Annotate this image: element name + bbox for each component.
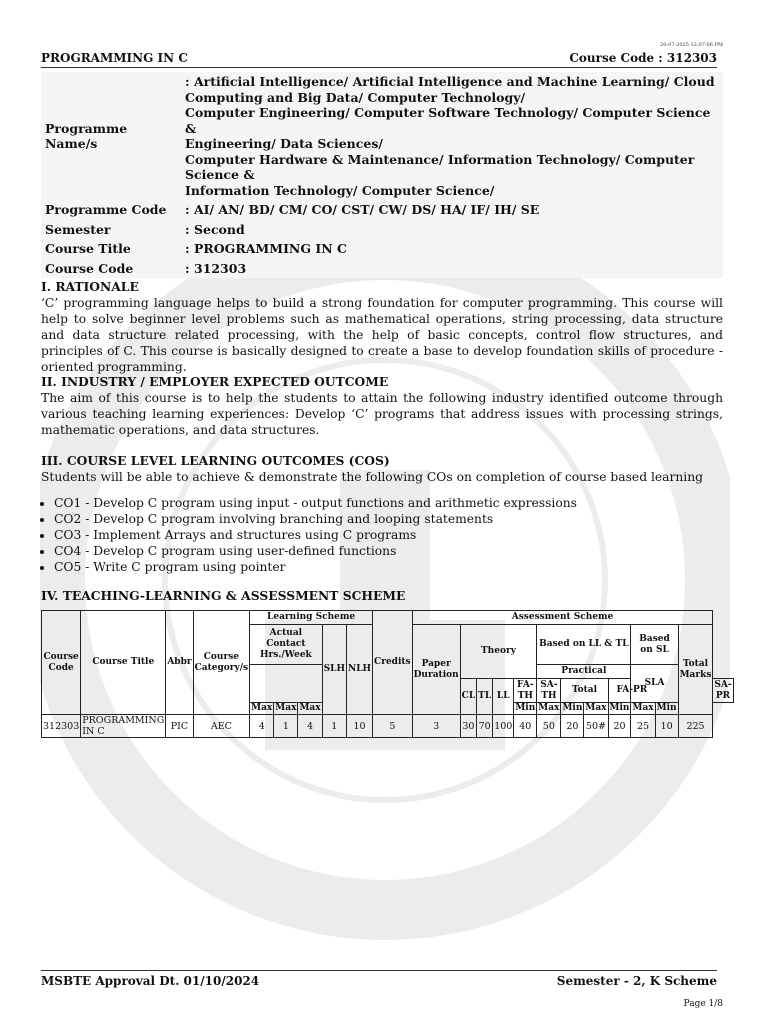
industry-section [41, 374, 723, 438]
industry-heading: II. INDUSTRY / EMPLOYER EXPECTED OUTCOME [41, 374, 389, 389]
list-item: • CO5 - Write C program using pointer [54, 559, 723, 575]
scheme-section [41, 588, 723, 604]
header-course-code: Course Code : 312303 [569, 51, 717, 65]
list-item: • CO1 - Develop C program using input - output functions and arithmetic expressions [54, 495, 723, 511]
rationale-section [41, 279, 723, 375]
programme-code-row: Programme Code : AI/ AN/ BD/ CM/ CO/ CST/ CW/ DS/ HA/ IF/ IH/ SE [45, 202, 540, 217]
course-info-block [41, 72, 723, 278]
cos-intro: Students will be able to achieve & demonstrate the following COs on completion of course based learning [41, 470, 704, 484]
programme-names-label: Programme Name/s [45, 120, 128, 151]
cos-section [41, 453, 723, 575]
page-header [41, 51, 717, 68]
scheme-table: Course Code Course Title Abbr Course Category/s Learning Scheme Credits Assessment Scheme Actual Contact Hrs./Week SLH NLH Paper Duration Theory Based on LL & TL Based on SL Total Marks Practical SLA CL TL LL FA-TH SA-TH Total FA-PR SA-PR Max Max Max Min Max Min Max Min Max Min 312303 PROGRAMMING IN C PIC AEC 4 1 4 1 10 5 3 30 70 100 40 50 20 50# 20 25 10 225 [43, 612, 732, 737]
course-code-row: Course Code : 312303 [45, 260, 247, 276]
industry-body: The aim of this course is to help the students to attain the following industry identified outcome through various teaching learning experiences: Develop ‘C’ programs that address issues with processing strings, mathematic operations, and data structures. [41, 391, 723, 437]
rationale-heading: I. RATIONALE [41, 279, 139, 294]
rationale-body: ‘C’ programming language helps to build a strong foundation for computer programming. This course will help to solve beginner level problems such as mathematical operations, string processing, data structure and data structure related processing, with the help of basic concepts, control flow structures, and principles of C. This course is basically designed to create a base to develop foundation skills of procedure - oriented programming. [41, 296, 723, 374]
header-title: PROGRAMMING IN C [41, 51, 188, 65]
semester-row: Semester : Second [45, 221, 245, 237]
table-row: 312303 PROGRAMMING IN C PIC AEC 4 1 4 1 10 5 3 30 70 100 40 50 20 50# 20 25 10 225 [42, 715, 734, 738]
programme-names-value: : Artificial Intelligence/ Artificial Intelligence and Machine Learning/ Cloud Computing and Big Data/ Computer Technology/ Computer Engineering/ Computer Software Technology/ Computer Science & Engineering/ Data Sciences/ Computer Hardware & Maintenance/ Information Technology/ Computer Science & Information Technology/ Computer Science/ [185, 74, 715, 198]
scheme-heading: IV. TEACHING-LEARNING & ASSESSMENT SCHEME [41, 588, 406, 603]
cos-list [41, 495, 723, 575]
course-title-row: Course Title : PROGRAMMING IN C [45, 241, 347, 256]
print-timestamp: 20-07-2025 12:07:06 PM [660, 42, 723, 48]
cos-heading: III. COURSE LEVEL LEARNING OUTCOMES (COS) [41, 453, 390, 468]
scheme-label: Semester - 2, K Scheme [556, 974, 717, 988]
list-item: • CO3 - Implement Arrays and structures using C programs [54, 527, 723, 543]
programme-names-row [41, 72, 723, 200]
list-item: • CO2 - Develop C program involving branching and looping statements [54, 511, 723, 527]
page-number: Page 1/8 [683, 999, 723, 1009]
page-footer [41, 970, 717, 988]
list-item: • CO4 - Develop C program using user-defined functions [54, 543, 723, 559]
approval-date: MSBTE Approval Dt. 01/10/2024 [41, 974, 260, 988]
